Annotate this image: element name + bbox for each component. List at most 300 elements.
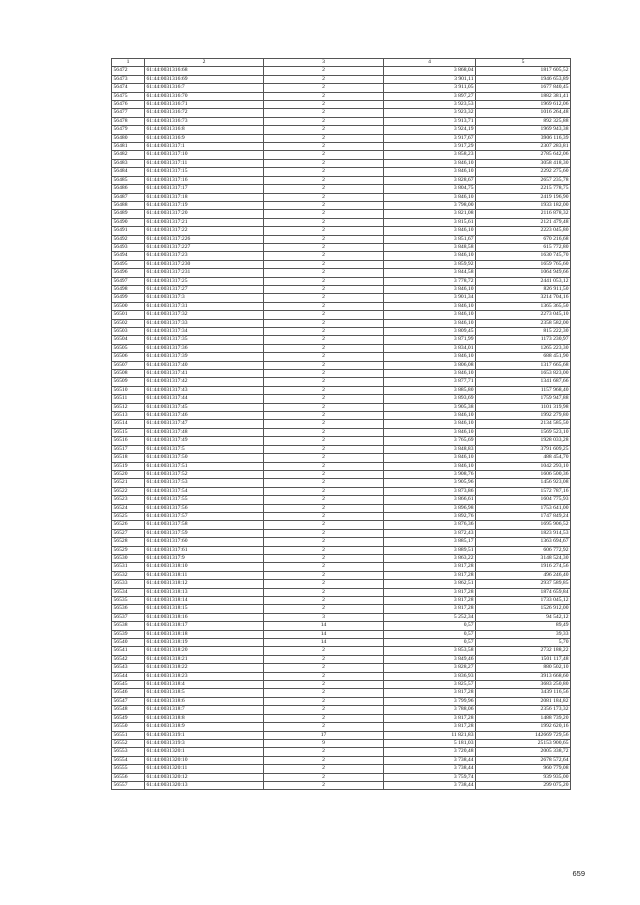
category-code-cell: 2 [264, 285, 384, 293]
cost-value-cell: 3214 704,16 [476, 294, 571, 302]
category-code-cell: 2 [264, 370, 384, 378]
category-code-cell: 2 [264, 260, 384, 268]
row-number-cell: 56528 [112, 538, 145, 546]
cost-value-cell: 496 246,40 [476, 571, 571, 579]
cost-value-cell: 94 542,12 [476, 613, 571, 621]
cadastral-number-cell: 61:44:0031318:8 [145, 714, 264, 722]
area-value-cell: 3 828,27 [384, 664, 476, 672]
table-row [112, 689, 571, 697]
cadastral-number-cell: 61:44:0031317:50 [145, 454, 264, 462]
area-value-cell: 3 846,10 [384, 311, 476, 319]
category-code-cell: 2 [264, 117, 384, 125]
category-code-cell: 2 [264, 697, 384, 705]
cost-value-cell: 1606 500,36 [476, 470, 571, 478]
cost-value-cell: 892 325,88 [476, 117, 571, 125]
category-code-cell: 2 [264, 227, 384, 235]
row-number-cell: 56515 [112, 428, 145, 436]
area-value-cell: 3 924,19 [384, 126, 476, 134]
table-row [112, 454, 571, 462]
area-value-cell: 3 846,10 [384, 302, 476, 310]
table-row [112, 243, 571, 251]
table-row [112, 672, 571, 680]
category-code-cell: 2 [264, 412, 384, 420]
cadastral-number-cell: 61:44:0031320:12 [145, 773, 264, 781]
row-number-cell: 56500 [112, 302, 145, 310]
table-row [112, 319, 571, 327]
area-value-cell: 3 738,44 [384, 756, 476, 764]
area-value-cell: 3 804,75 [384, 185, 476, 193]
row-number-cell: 56550 [112, 723, 145, 731]
cadastral-number-cell: 61:44:0031316:7 [145, 84, 264, 92]
row-number-cell: 56533 [112, 580, 145, 588]
table-row [112, 185, 571, 193]
cadastral-number-cell: 61:44:0031318:16 [145, 613, 264, 621]
cadastral-number-cell: 61:44:0031317:9 [145, 554, 264, 562]
category-code-cell: 2 [264, 151, 384, 159]
table-row [112, 529, 571, 537]
cost-value-cell: 1823 914,53 [476, 529, 571, 537]
table-row [112, 361, 571, 369]
area-value-cell: 3 885,17 [384, 538, 476, 546]
row-number-cell: 56555 [112, 765, 145, 773]
row-number-cell: 56472 [112, 67, 145, 75]
table-row [112, 193, 571, 201]
cadastral-number-cell: 61:44:0031316:72 [145, 109, 264, 117]
area-value-cell: 3 923,32 [384, 109, 476, 117]
row-number-cell: 56482 [112, 151, 145, 159]
area-value-cell: 3 923,53 [384, 101, 476, 109]
table-row [112, 739, 571, 747]
area-value-cell: 3 908,76 [384, 470, 476, 478]
table-row [112, 597, 571, 605]
category-code-cell: 2 [264, 302, 384, 310]
area-value-cell: 3 889,51 [384, 546, 476, 554]
cost-value-cell: 1933 182,00 [476, 201, 571, 209]
cadastral-number-cell: 61:44:0031317:60 [145, 538, 264, 546]
cadastral-number-cell: 61:44:0031318:13 [145, 588, 264, 596]
table-row [112, 580, 571, 588]
cadastral-number-cell: 61:44:0031318:15 [145, 605, 264, 613]
category-code-cell: 17 [264, 731, 384, 739]
cost-value-cell: 2134 585,50 [476, 420, 571, 428]
table-row [112, 277, 571, 285]
area-value-cell: 3 863,22 [384, 554, 476, 562]
cost-value-cell: 1882 381,41 [476, 92, 571, 100]
cost-value-cell: 5,70 [476, 639, 571, 647]
cadastral-number-cell: 61:44:0031317:27 [145, 285, 264, 293]
cadastral-number-cell: 61:44:0031317:227 [145, 243, 264, 251]
cost-value-cell: 1157 968,40 [476, 386, 571, 394]
table-row [112, 395, 571, 403]
table-row [112, 285, 571, 293]
cost-value-cell: 3148 524,30 [476, 554, 571, 562]
cadastral-number-cell: 61:44:0031317:54 [145, 487, 264, 495]
table-row [112, 210, 571, 218]
cadastral-number-cell: 61:44:0031317:3 [145, 294, 264, 302]
row-number-cell: 56543 [112, 664, 145, 672]
cadastral-number-cell: 61:44:0031317:10 [145, 151, 264, 159]
row-number-cell: 56475 [112, 92, 145, 100]
cadastral-number-cell: 61:44:0031317:230 [145, 260, 264, 268]
data-table [111, 58, 571, 790]
category-code-cell: 2 [264, 689, 384, 697]
category-code-cell: 2 [264, 504, 384, 512]
row-number-cell: 56487 [112, 193, 145, 201]
cost-value-cell: 606 772,92 [476, 546, 571, 554]
area-value-cell: 3 848,83 [384, 445, 476, 453]
row-number-cell: 56502 [112, 319, 145, 327]
category-code-cell: 2 [264, 470, 384, 478]
area-value-cell: 3 917,29 [384, 143, 476, 151]
area-value-cell: 0,57 [384, 630, 476, 638]
area-value-cell: 3 849,46 [384, 655, 476, 663]
table-row [112, 781, 571, 789]
table-row [112, 445, 571, 453]
cadastral-number-cell: 61:44:0031319:1 [145, 731, 264, 739]
row-number-cell: 56536 [112, 605, 145, 613]
cadastral-number-cell: 61:44:0031317:17 [145, 185, 264, 193]
column-header-5: 5 [476, 59, 571, 67]
area-value-cell: 3 858,23 [384, 151, 476, 159]
table-row [112, 512, 571, 520]
area-value-cell: 3 851,67 [384, 235, 476, 243]
cost-value-cell: 815 222,30 [476, 328, 571, 336]
row-number-cell: 56497 [112, 277, 145, 285]
row-number-cell: 56510 [112, 386, 145, 394]
area-value-cell: 3 896,98 [384, 504, 476, 512]
area-value-cell: 3 901,34 [384, 294, 476, 302]
category-code-cell: 2 [264, 361, 384, 369]
cadastral-number-cell: 61:44:0031318:17 [145, 622, 264, 630]
category-code-cell: 2 [264, 269, 384, 277]
cost-value-cell: 2732 188,22 [476, 647, 571, 655]
cadastral-number-cell: 61:44:0031318:9 [145, 723, 264, 731]
table-row [112, 571, 571, 579]
cadastral-number-cell: 61:44:0031317:16 [145, 176, 264, 184]
category-code-cell: 2 [264, 210, 384, 218]
table-row [112, 554, 571, 562]
cadastral-number-cell: 61:44:0031318:23 [145, 672, 264, 680]
row-number-cell: 56476 [112, 101, 145, 109]
area-value-cell: 3 871,99 [384, 336, 476, 344]
area-value-cell: 3 901,11 [384, 75, 476, 83]
cost-value-cell: 615 772,80 [476, 243, 571, 251]
cost-value-cell: 1759 947,88 [476, 395, 571, 403]
row-number-cell: 56473 [112, 75, 145, 83]
category-code-cell: 2 [264, 445, 384, 453]
category-code-cell: 2 [264, 496, 384, 504]
row-number-cell: 56522 [112, 487, 145, 495]
cadastral-number-cell: 61:44:0031318:6 [145, 697, 264, 705]
table-row [112, 412, 571, 420]
category-code-cell: 2 [264, 588, 384, 596]
cost-value-cell: 2785 642,06 [476, 151, 571, 159]
cadastral-number-cell: 61:44:0031318:14 [145, 597, 264, 605]
table-row [112, 613, 571, 621]
area-value-cell: 3 844,58 [384, 269, 476, 277]
row-number-cell: 56501 [112, 311, 145, 319]
area-value-cell: 3 913,71 [384, 117, 476, 125]
cost-value-cell: 1695 906,52 [476, 521, 571, 529]
cost-value-cell: 2419 196,90 [476, 193, 571, 201]
cost-value-cell: 3791 609,25 [476, 445, 571, 453]
table-row [112, 664, 571, 672]
row-number-cell: 56556 [112, 773, 145, 781]
row-number-cell: 56551 [112, 731, 145, 739]
cadastral-number-cell: 61:44:0031317:43 [145, 386, 264, 394]
row-number-cell: 56498 [112, 285, 145, 293]
row-number-cell: 56504 [112, 336, 145, 344]
table-row [112, 563, 571, 571]
category-code-cell: 2 [264, 714, 384, 722]
row-number-cell: 56485 [112, 176, 145, 184]
row-number-cell: 56553 [112, 748, 145, 756]
cadastral-number-cell: 61:44:0031320:10 [145, 756, 264, 764]
cadastral-number-cell: 61:44:0031317:1 [145, 143, 264, 151]
cadastral-number-cell: 61:44:0031318:5 [145, 689, 264, 697]
cost-value-cell: 3683 250,80 [476, 681, 571, 689]
area-value-cell: 3 846,10 [384, 227, 476, 235]
table-row [112, 546, 571, 554]
row-number-cell: 56519 [112, 462, 145, 470]
area-value-cell: 3 911,05 [384, 84, 476, 92]
category-code-cell: 2 [264, 580, 384, 588]
area-value-cell: 3 846,10 [384, 370, 476, 378]
cost-value-cell: 1101 319,98 [476, 403, 571, 411]
area-value-cell: 3 815,61 [384, 218, 476, 226]
table-row [112, 302, 571, 310]
row-number-cell: 56541 [112, 647, 145, 655]
row-number-cell: 56523 [112, 496, 145, 504]
cost-value-cell: 2116 878,32 [476, 210, 571, 218]
row-number-cell: 56534 [112, 588, 145, 596]
row-number-cell: 56507 [112, 361, 145, 369]
table-row [112, 681, 571, 689]
table-row [112, 294, 571, 302]
row-number-cell: 56496 [112, 269, 145, 277]
cost-value-cell: 2356 173,32 [476, 706, 571, 714]
area-value-cell: 0,57 [384, 622, 476, 630]
cadastral-number-cell: 61:44:0031317:20 [145, 210, 264, 218]
category-code-cell: 2 [264, 92, 384, 100]
cost-value-cell: 1992 279,80 [476, 412, 571, 420]
cost-value-cell: 1016 264,48 [476, 109, 571, 117]
area-value-cell: 11 821,83 [384, 731, 476, 739]
cost-value-cell: 2121 479,48 [476, 218, 571, 226]
cadastral-number-cell: 61:44:0031317:15 [145, 168, 264, 176]
category-code-cell: 2 [264, 597, 384, 605]
row-number-cell: 56517 [112, 445, 145, 453]
table-row [112, 176, 571, 184]
area-value-cell: 3 893,69 [384, 395, 476, 403]
cadastral-number-cell: 61:44:0031317:31 [145, 302, 264, 310]
column-header-3: 3 [264, 59, 384, 67]
cost-value-cell: 1630 745,70 [476, 252, 571, 260]
category-code-cell: 2 [264, 605, 384, 613]
area-value-cell: 3 846,10 [384, 454, 476, 462]
area-value-cell: 3 846,10 [384, 252, 476, 260]
category-code-cell: 2 [264, 479, 384, 487]
row-number-cell: 56481 [112, 143, 145, 151]
cadastral-number-cell: 61:44:0031317:61 [145, 546, 264, 554]
category-code-cell: 2 [264, 706, 384, 714]
area-value-cell: 3 876,36 [384, 521, 476, 529]
cost-value-cell: 2307 283,81 [476, 143, 571, 151]
table-header [112, 59, 571, 67]
cadastral-number-cell: 61:44:0031318:12 [145, 580, 264, 588]
cost-value-cell: 1928 033,28 [476, 437, 571, 445]
row-number-cell: 56529 [112, 546, 145, 554]
row-number-cell: 56495 [112, 260, 145, 268]
table-row [112, 706, 571, 714]
row-number-cell: 56521 [112, 479, 145, 487]
row-number-cell: 56492 [112, 235, 145, 243]
row-number-cell: 56554 [112, 756, 145, 764]
category-code-cell: 9 [264, 739, 384, 747]
area-value-cell: 3 778,72 [384, 277, 476, 285]
cadastral-number-cell: 61:44:0031317:33 [145, 319, 264, 327]
cadastral-number-cell: 61:44:0031318:10 [145, 563, 264, 571]
cost-value-cell: 25153 900,65 [476, 739, 571, 747]
area-value-cell: 3 846,10 [384, 353, 476, 361]
table-row [112, 370, 571, 378]
cadastral-number-cell: 61:44:0031317:34 [145, 328, 264, 336]
cost-value-cell: 1969 943,38 [476, 126, 571, 134]
row-number-cell: 56546 [112, 689, 145, 697]
cost-value-cell: 1569 523,10 [476, 428, 571, 436]
cadastral-number-cell: 61:44:0031317:226 [145, 235, 264, 243]
area-value-cell: 3 846,10 [384, 412, 476, 420]
category-code-cell: 2 [264, 218, 384, 226]
category-code-cell: 2 [264, 462, 384, 470]
area-value-cell: 3 817,28 [384, 689, 476, 697]
cadastral-number-cell: 61:44:0031318:20 [145, 647, 264, 655]
row-number-cell: 56520 [112, 470, 145, 478]
category-code-cell: 14 [264, 622, 384, 630]
cadastral-number-cell: 61:44:0031317:39 [145, 353, 264, 361]
area-value-cell: 3 809,45 [384, 328, 476, 336]
category-code-cell: 2 [264, 378, 384, 386]
page-number: 659 [572, 869, 585, 878]
row-number-cell: 56544 [112, 672, 145, 680]
cadastral-number-cell: 61:44:0031317:48 [145, 428, 264, 436]
table-row [112, 605, 571, 613]
area-value-cell: 3 885,80 [384, 386, 476, 394]
table-row [112, 462, 571, 470]
cost-value-cell: 142669 729,56 [476, 731, 571, 739]
table-row [112, 252, 571, 260]
area-value-cell: 3 868,04 [384, 67, 476, 75]
table-row [112, 218, 571, 226]
table-row [112, 92, 571, 100]
area-value-cell: 3 817,28 [384, 563, 476, 571]
cost-value-cell: 89,49 [476, 622, 571, 630]
cadastral-number-cell: 61:44:0031317:19 [145, 201, 264, 209]
table-row [112, 504, 571, 512]
table-row [112, 336, 571, 344]
row-number-cell: 56538 [112, 622, 145, 630]
category-code-cell: 2 [264, 386, 384, 394]
row-number-cell: 56511 [112, 395, 145, 403]
table-row [112, 630, 571, 638]
category-code-cell: 2 [264, 344, 384, 352]
category-code-cell: 2 [264, 235, 384, 243]
cost-value-cell: 1341 687,66 [476, 378, 571, 386]
cadastral-number-cell: 61:44:0031317:51 [145, 462, 264, 470]
column-header-2: 2 [145, 59, 264, 67]
area-value-cell: 3 917,67 [384, 134, 476, 142]
cadastral-number-cell: 61:44:0031317:18 [145, 193, 264, 201]
category-code-cell: 2 [264, 134, 384, 142]
table-row [112, 428, 571, 436]
category-code-cell: 2 [264, 723, 384, 731]
row-number-cell: 56480 [112, 134, 145, 142]
area-value-cell: 3 846,10 [384, 462, 476, 470]
row-number-cell: 56525 [112, 512, 145, 520]
table-row [112, 109, 571, 117]
cost-value-cell: 3439 116,56 [476, 689, 571, 697]
category-code-cell: 2 [264, 168, 384, 176]
row-number-cell: 56518 [112, 454, 145, 462]
cost-value-cell: 1265 223,30 [476, 344, 571, 352]
cost-value-cell: 1659 765,60 [476, 260, 571, 268]
category-code-cell: 2 [264, 294, 384, 302]
cadastral-number-cell: 61:44:0031317:23 [145, 252, 264, 260]
category-code-cell: 2 [264, 647, 384, 655]
row-number-cell: 56552 [112, 739, 145, 747]
cost-value-cell: 1488 739,20 [476, 714, 571, 722]
cadastral-number-cell: 61:44:0031317:46 [145, 412, 264, 420]
area-value-cell: 3 759,74 [384, 773, 476, 781]
area-value-cell: 3 821,08 [384, 210, 476, 218]
cost-value-cell: 880 502,10 [476, 664, 571, 672]
area-value-cell: 3 862,51 [384, 580, 476, 588]
table-row [112, 75, 571, 83]
category-code-cell: 2 [264, 243, 384, 251]
cost-value-cell: 1733 045,12 [476, 597, 571, 605]
area-value-cell: 3 738,44 [384, 781, 476, 789]
category-code-cell: 2 [264, 681, 384, 689]
table-row [112, 487, 571, 495]
row-number-cell: 56474 [112, 84, 145, 92]
area-value-cell: 3 738,44 [384, 765, 476, 773]
row-number-cell: 56489 [112, 210, 145, 218]
category-code-cell: 14 [264, 630, 384, 638]
area-value-cell: 3 825,57 [384, 681, 476, 689]
row-number-cell: 56526 [112, 521, 145, 529]
table-row [112, 328, 571, 336]
row-number-cell: 56540 [112, 639, 145, 647]
cadastral-number-cell: 61:44:0031320:1 [145, 748, 264, 756]
area-value-cell: 3 877,71 [384, 378, 476, 386]
category-code-cell: 2 [264, 185, 384, 193]
category-code-cell: 2 [264, 277, 384, 285]
row-number-cell: 56512 [112, 403, 145, 411]
table-row [112, 420, 571, 428]
category-code-cell: 2 [264, 538, 384, 546]
table-row [112, 748, 571, 756]
cost-value-cell: 1501 117,48 [476, 655, 571, 663]
cadastral-number-cell: 61:44:0031318:11 [145, 571, 264, 579]
category-code-cell: 2 [264, 109, 384, 117]
cost-value-cell: 2215 778,75 [476, 185, 571, 193]
row-number-cell: 56484 [112, 168, 145, 176]
category-code-cell: 2 [264, 664, 384, 672]
cadastral-number-cell: 61:44:0031317:58 [145, 521, 264, 529]
category-code-cell: 2 [264, 487, 384, 495]
category-code-cell: 2 [264, 84, 384, 92]
cost-value-cell: 39,33 [476, 630, 571, 638]
